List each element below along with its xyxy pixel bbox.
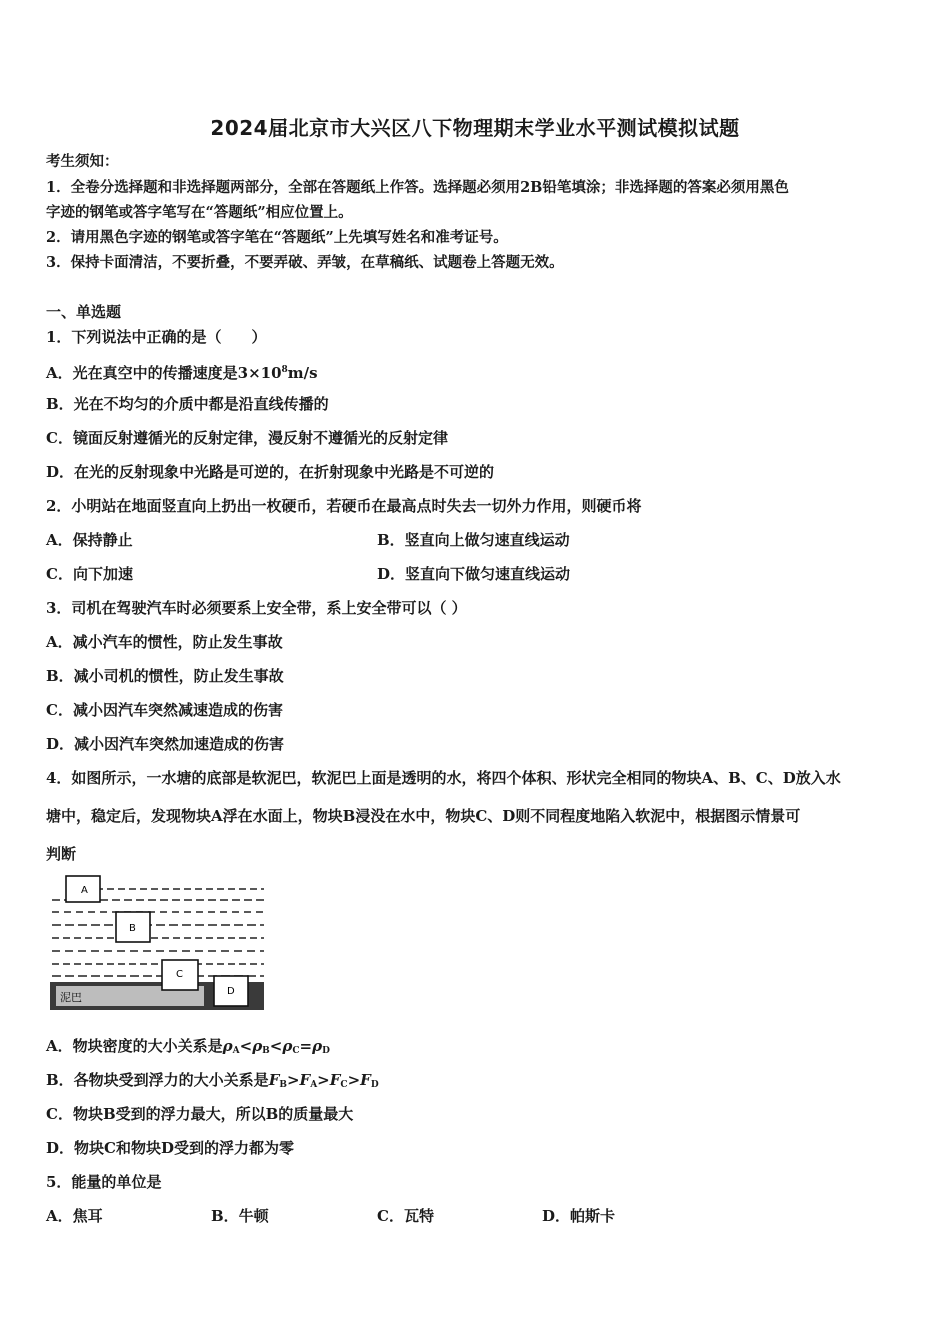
subscript-d: D [370, 1080, 379, 1090]
notice-item-1: 1．全卷分选择题和非选择题两部分，全部在答题纸上作答。选择题必须用2B铅笔填涂；非选择题的答案必须用黑色 [46, 179, 789, 196]
page-title: 2024届北京市大兴区八下物理期末学业水平测试模拟试题 [210, 116, 740, 140]
section-heading: 一、单选题 [46, 303, 122, 321]
less-than: < [239, 1037, 253, 1055]
subscript-a: A [310, 1080, 318, 1090]
q3-option-d: D．减小因汽车突然加速造成的伤害 [46, 735, 285, 753]
q2-option-c: C．向下加速 [46, 565, 133, 583]
q3-option-b: B．减小司机的惯性，防止发生事故 [46, 667, 284, 685]
q4-stem-line-2: 塘中，稳定后，发现物块A浮在水面上，物块B浸没在水中，物块C、D则不同程度地陷入软泥中，根据图示情景可 [46, 807, 801, 825]
q1-stem: 1．下列说法中正确的是（ ） [46, 328, 267, 346]
notice-item-1-cont: 字迹的钢笔或答字笔写在“答题纸”相应位置上。 [46, 204, 353, 221]
q3-option-c: C．减小因汽车突然减速造成的伤害 [46, 701, 283, 719]
q1-a-unit: m/s [287, 364, 318, 382]
equals: = [299, 1037, 313, 1055]
q1-a-value: 3×10 [237, 364, 282, 382]
force-symbol: F [268, 1071, 280, 1089]
q3-option-a: A．减小汽车的惯性，防止发生事故 [46, 633, 283, 651]
subscript-b: B [262, 1046, 270, 1056]
q1-option-a [46, 360, 318, 383]
q1-option-b: B．光在不均匀的介质中都是沿直线传播的 [46, 395, 329, 413]
q2-option-a: A．保持静止 [46, 531, 133, 549]
block-d [214, 976, 248, 1006]
q4-option-b [46, 1070, 379, 1095]
block-a-label: A [81, 885, 88, 896]
q4-a-text: A．物块密度的大小关系是 [46, 1037, 223, 1055]
notice-heading: 考生须知： [46, 153, 119, 170]
greater-than: > [347, 1071, 361, 1089]
rho-symbol: ρ [252, 1037, 263, 1055]
q1-option-c: C．镜面反射遵循光的反射定律，漫反射不遵循光的反射定律 [46, 429, 448, 447]
q5-option-a: A．焦耳 [46, 1207, 103, 1225]
q2-stem: 2．小明站在地面竖直向上扔出一枚硬币，若硬币在最高点时失去一切外力作用，则硬币将 [46, 497, 642, 515]
subscript-c: C [340, 1080, 348, 1090]
q5-stem: 5．能量的单位是 [46, 1173, 162, 1191]
force-symbol: F [299, 1071, 311, 1089]
notice-item-2: 2．请用黑色字迹的钢笔或答字笔在“答题纸”上先填写姓名和准考证号。 [46, 229, 508, 246]
block-c [162, 960, 198, 990]
force-symbol: F [329, 1071, 341, 1089]
subscript-b: B [279, 1080, 287, 1090]
rho-symbol: ρ [222, 1037, 233, 1055]
q1-a-exponent: 8 [281, 365, 288, 375]
block-d-label: D [227, 986, 235, 997]
rho-symbol: ρ [282, 1037, 293, 1055]
force-symbol: F [360, 1071, 371, 1089]
q2-option-b: B．竖直向上做匀速直线运动 [377, 531, 570, 549]
greater-than: > [317, 1071, 330, 1089]
less-than: < [269, 1037, 283, 1055]
block-a [66, 876, 100, 902]
q5-option-b: B．牛顿 [211, 1207, 269, 1225]
q5-option-d: D．帕斯卡 [542, 1207, 616, 1225]
q4-option-d: D．物块C和物块D受到的浮力都为零 [46, 1139, 294, 1157]
q2-option-d: D．竖直向下做匀速直线运动 [377, 565, 571, 583]
notice-item-3: 3．保持卡面清洁，不要折叠，不要弄破、弄皱，在草稿纸、试题卷上答题无效。 [46, 254, 564, 271]
mud-label: 泥巴 [60, 991, 82, 1004]
q4-option-c: C．物块B受到的浮力最大，所以B的质量最大 [46, 1105, 354, 1123]
subscript-c: C [292, 1046, 300, 1056]
q1-option-d: D．在光的反射现象中光路是可逆的，在折射现象中光路是不可逆的 [46, 463, 495, 481]
block-c-label: C [176, 969, 183, 980]
q4-stem-line-1: 4．如图所示，一水塘的底部是软泥巴，软泥巴上面是透明的水，将四个体积、形状完全相同的物块A、B、C、D放入水 [46, 769, 841, 787]
q3-stem: 3．司机在驾驶汽车时必须要系上安全带，系上安全带可以（ ） [46, 599, 467, 617]
block-b [116, 912, 150, 942]
subscript-d: D [322, 1046, 330, 1056]
subscript-a: A [232, 1046, 240, 1056]
block-b-label: B [129, 923, 136, 934]
q5-option-c: C．瓦特 [377, 1207, 434, 1225]
q4-b-text: B．各物块受到浮力的大小关系是 [46, 1071, 269, 1089]
q1-a-text: A．光在真空中的传播速度是 [46, 364, 238, 382]
pond-figure [46, 872, 268, 1014]
q4-stem-line-3: 判断 [46, 845, 77, 863]
q4-option-a [46, 1036, 330, 1061]
greater-than: > [286, 1071, 300, 1089]
rho-symbol: ρ [312, 1037, 323, 1055]
